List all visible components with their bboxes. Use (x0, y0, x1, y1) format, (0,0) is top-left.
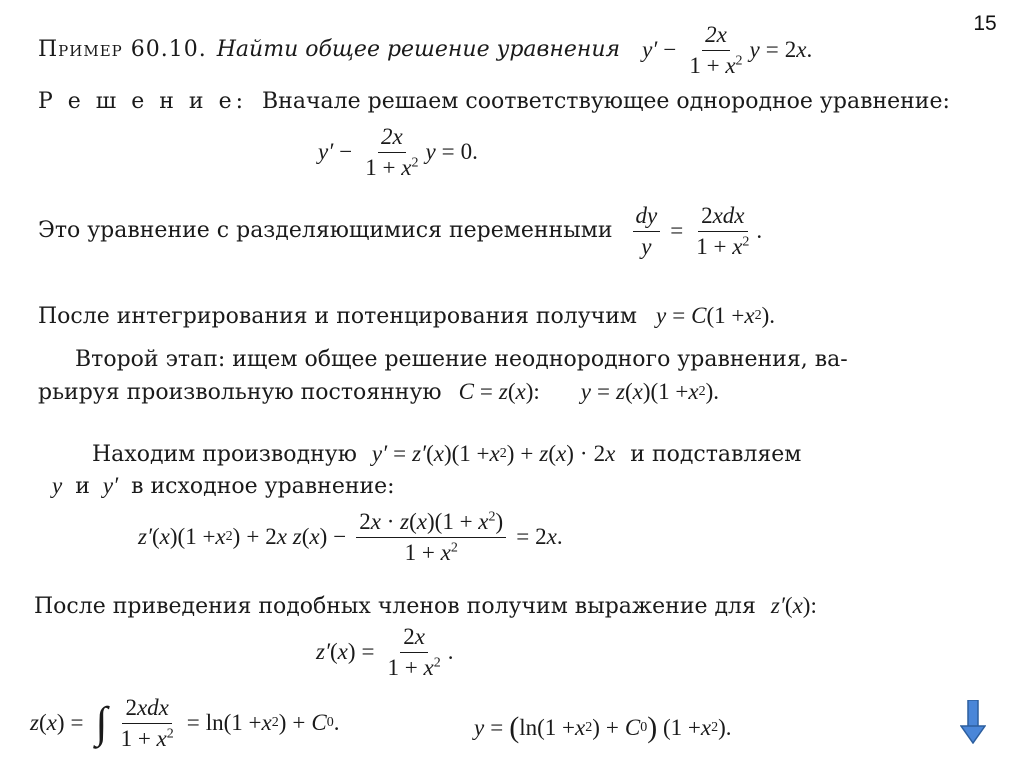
reduction-text: После приведения подобных членов получим выражение для (34, 594, 756, 619)
solution-intro (38, 88, 950, 116)
stage2-line2-text: рьируя произвольную постоянную (38, 380, 442, 405)
zprime-equation: z′ ( x ) = $\frac{2x}{1 + x^2}$ . (316, 623, 454, 680)
homogeneous-equation: y′ − $\frac{2x}{1 + x^2}$ y = 0. (318, 123, 478, 180)
stage2-constant: C = z ( x ): (458, 379, 540, 404)
stage2-ansatz: y = z ( x )(1 + x 2 ). (580, 379, 720, 404)
derivative-pre: Находим производную (92, 442, 357, 467)
substituted-equation: z′ ( x )(1 + x 2 ) + 2 x z ( x ) − $\frac{2x \cdot z(x)(1 + x^2)}{1 + x^2}$ = 2 x . (138, 508, 563, 565)
separable-line (38, 200, 762, 262)
arrow-down-icon[interactable] (960, 700, 986, 744)
derivative-formula: y′ = z′ ( x )(1 + x 2 ) + z ( x ) · 2 x (371, 441, 616, 466)
final-z-equation: z ( x ) = ∫ $\frac{\text{2xdx}}{1 + x^2}$ = ln(1 + x 2 ) + C 0 . (30, 694, 340, 751)
separable-equation: $\frac{dy}{y}$ = $\frac{\text{2xdx}}{1 + x^2}$ . (629, 203, 763, 260)
final-y-equation: y = ( ln(1 + x 2 ) + C 0 ) (1 + x 2 ). (474, 711, 732, 744)
derivative-post: и подставляем (630, 442, 802, 467)
example-task: Найти общее решение уравнения (216, 37, 621, 62)
solution-intro-text: Вначале решаем соответствующее однородное уравнение: (262, 89, 950, 114)
integration-line (38, 302, 775, 331)
page-number: 15 (973, 12, 997, 35)
derivative-post2: в исходное уравнение: (131, 474, 395, 499)
integration-result: y = C (1 + x 2 ). (655, 303, 776, 328)
solution-label: Р е ш е н и е: (38, 89, 248, 114)
stage2-line2 (38, 378, 719, 407)
reduction-line: После приведения подобных членов получим выражение для z′ ( x ): (34, 593, 817, 619)
equation-main: y′ − $\frac{2x}{1 + x^2}$ y = 2 x . (642, 21, 813, 78)
example-header (38, 21, 813, 78)
derivative-line2: y и y′ в исходное уравнение: (52, 473, 395, 499)
derivative-line1 (92, 440, 801, 469)
stage2-line1: Второй этап: ищем общее решение неоднородного уравнения, ва- (75, 347, 848, 372)
separable-text: Это уравнение с разделяющимися переменными (38, 218, 613, 243)
example-label: Пример 60.10. (38, 37, 207, 62)
integration-text: После интегрирования и потенцирования получим (38, 304, 637, 329)
derivative-and: и (75, 474, 90, 499)
